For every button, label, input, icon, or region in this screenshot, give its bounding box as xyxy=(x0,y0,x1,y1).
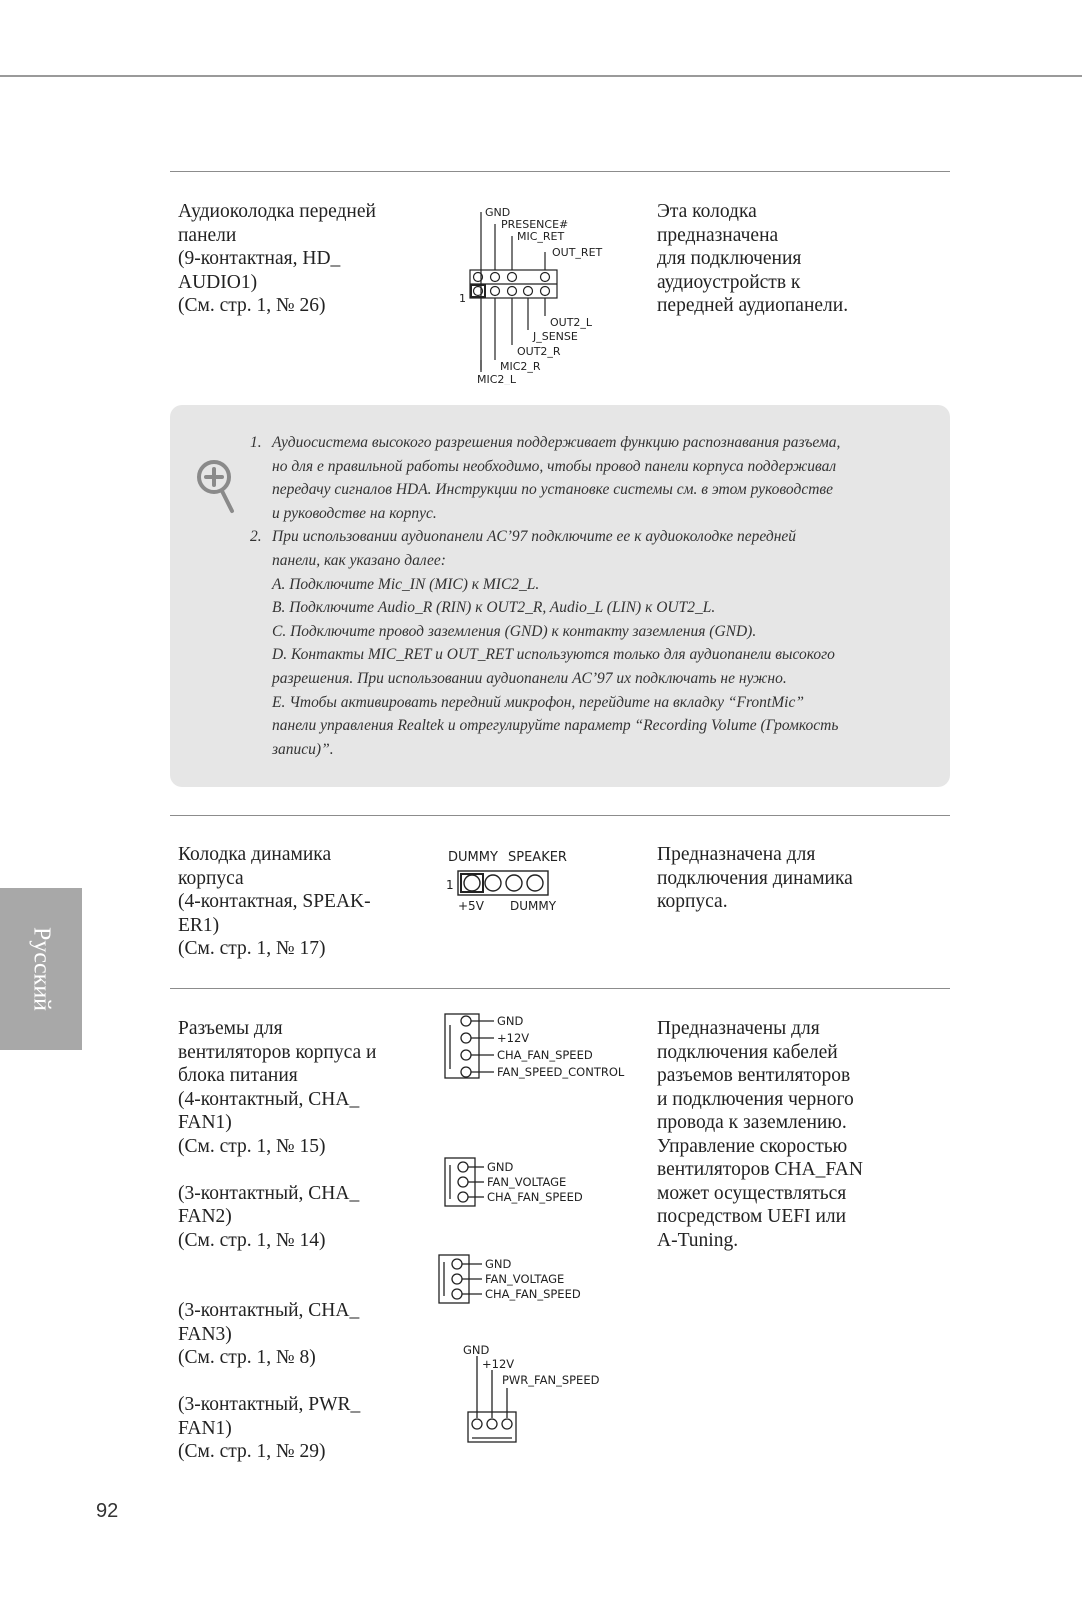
text-line: вентиляторов CHA_FAN xyxy=(657,1159,863,1180)
pin-label: +12V xyxy=(482,1357,515,1371)
pin-label: J_SENSE xyxy=(533,330,578,343)
note-line: записи)”. xyxy=(272,740,334,758)
text-line: подключения кабелей xyxy=(657,1041,838,1063)
magnifier-plus-icon xyxy=(194,457,242,519)
text-line: разъемов вентиляторов xyxy=(657,1065,851,1086)
audio-pin-diagram xyxy=(455,200,625,385)
pin-label: DUMMY xyxy=(448,850,498,865)
pin-label: MIC_RET xyxy=(517,230,565,243)
text-line: (9-контактная, HD_ xyxy=(178,248,341,269)
note-line: но для е правильной работы необходимо, чтобы провод панели корпуса поддерживал xyxy=(272,457,837,475)
section-divider xyxy=(170,988,950,989)
text-line: аудиоустройств к xyxy=(657,271,801,293)
text-line: ER1) xyxy=(178,914,220,936)
pin-label: SPEAKER xyxy=(508,850,567,865)
pin-label: GND xyxy=(463,1343,490,1357)
cha-fan3-pin-diagram xyxy=(438,1254,608,1306)
pin-label: +5V xyxy=(458,899,484,913)
audio-header-description xyxy=(657,200,917,318)
text-line: (4-контактный, CHA_ xyxy=(178,1088,360,1110)
pin-label: 1 xyxy=(459,292,466,305)
note-item xyxy=(250,431,910,525)
pin-label: FAN_SPEED_CONTROL xyxy=(497,1065,625,1079)
pin-label: FAN_VOLTAGE xyxy=(485,1272,565,1286)
pin-label: OUT_RET xyxy=(552,246,603,259)
text-line: Аудиоколодка передней xyxy=(178,201,376,222)
note-line: E. Чтобы активировать передний микрофон, перейдите на вкладку “FrontMic” xyxy=(272,693,804,711)
note-text xyxy=(250,431,910,761)
pin-label: +12V xyxy=(497,1031,530,1045)
pin-label: GND xyxy=(485,206,511,219)
section-divider xyxy=(170,815,950,816)
note-line: C. Подключите провод заземления (GND) к контакту заземления (GND). xyxy=(272,622,757,640)
pin-label: 1 xyxy=(446,878,454,892)
text-line: (3-контактный, CHA_ xyxy=(178,1182,360,1204)
cha-fan2-pin-diagram xyxy=(444,1157,604,1209)
speaker-pin-diagram xyxy=(440,847,590,917)
text-line: Колодка динамика xyxy=(178,844,332,865)
fan-headers-title xyxy=(178,1017,418,1464)
text-line: и подключения черного xyxy=(657,1088,854,1110)
pin-label: CHA_FAN_SPEED xyxy=(485,1287,581,1301)
text-line: провода к заземлению. xyxy=(657,1112,847,1133)
text-line: панели xyxy=(178,224,237,246)
text-line: (См. стр. 1, № 26) xyxy=(178,295,326,316)
text-line: FAN2) xyxy=(178,1206,232,1227)
pin-label: PRESENCE# xyxy=(501,218,569,231)
text-line: (4-контактная, SPEAK- xyxy=(178,891,371,912)
page-number: 92 xyxy=(96,1500,119,1522)
text-line: (См. стр. 1, № 15) xyxy=(178,1135,326,1157)
text-line: передней аудиопанели. xyxy=(657,295,849,316)
pin-label: CHA_FAN_SPEED xyxy=(497,1048,593,1062)
pin-label: GND xyxy=(487,1160,514,1174)
text-line: посредством UEFI или xyxy=(657,1206,847,1227)
audio-header-title xyxy=(178,200,418,318)
note-box xyxy=(170,405,950,787)
pin-label: GND xyxy=(485,1257,512,1271)
text-line: (См. стр. 1, № 14) xyxy=(178,1229,326,1251)
text-line: Предназначена для xyxy=(657,844,816,865)
text-line: корпуса xyxy=(178,867,244,889)
note-number: 2. xyxy=(250,528,262,546)
text-line: FAN3) xyxy=(178,1323,232,1345)
speaker-header-title xyxy=(178,843,418,961)
pin-label: OUT2_R xyxy=(517,345,561,358)
pin-label: CHA_FAN_SPEED xyxy=(487,1190,583,1204)
fan-headers-description xyxy=(657,1017,917,1252)
text-line: для подключения xyxy=(657,248,802,269)
text-line: вентиляторов корпуса и xyxy=(178,1041,377,1063)
note-line: разрешения. При использовании аудиопанели AC’97 их подключать не нужно. xyxy=(272,669,787,687)
text-line: (3-контактный, PWR_ xyxy=(178,1394,361,1415)
text-line: предназначена xyxy=(657,224,779,246)
pin-label: GND xyxy=(497,1014,524,1028)
text-line: FAN1) xyxy=(178,1417,232,1439)
pwr-fan1-pin-diagram xyxy=(460,1342,630,1452)
pin-label: OUT2_L xyxy=(550,316,593,329)
text-line: Предназначены для xyxy=(657,1018,820,1039)
note-line: A. Подключите Mic_IN (MIC) к MIC2_L. xyxy=(272,575,540,593)
note-line: передачу сигналов HDA. Инструкции по установке системы см. в этом руководстве xyxy=(272,481,834,499)
text-line: Разъемы для xyxy=(178,1018,283,1039)
section-divider xyxy=(170,171,950,172)
pin-label: DUMMY xyxy=(510,899,557,913)
pin-label: FAN_VOLTAGE xyxy=(487,1175,567,1189)
note-line: D. Контакты MIC_RET и OUT_RET используются только для аудиопанели высокого xyxy=(272,646,835,664)
pin-label: MIC2_L xyxy=(477,373,517,385)
text-line: A-Tuning. xyxy=(657,1229,739,1251)
note-item xyxy=(250,525,910,761)
note-line: панели управления Realtek и отрегулируйте параметр “Recording Volume (Громкость xyxy=(272,717,839,735)
text-line: (См. стр. 1, № 17) xyxy=(178,938,326,959)
text-line: Управление скоростью xyxy=(657,1135,848,1157)
text-line: (3-контактный, CHA_ xyxy=(178,1300,360,1321)
language-side-tab xyxy=(0,888,82,1050)
speaker-header-description xyxy=(657,843,917,914)
pin-label: PWR_FAN_SPEED xyxy=(502,1373,600,1387)
top-rule xyxy=(0,75,1082,77)
note-line: Аудиосистема высокого разрешения поддерживает функцию распознавания разъема, xyxy=(272,434,841,451)
note-line: B. Подключите Audio_R (RIN) к OUT2_R, Audio_L (LIN) к OUT2_L. xyxy=(272,599,716,617)
text-line: (См. стр. 1, № 29) xyxy=(178,1441,326,1462)
note-number: 1. xyxy=(250,434,262,451)
text-line: Эта колодка xyxy=(657,201,757,222)
text-line: FAN1) xyxy=(178,1112,232,1133)
side-tab-label: Русский xyxy=(28,927,55,1011)
cha-fan1-pin-diagram xyxy=(444,1013,634,1083)
note-line: При использовании аудиопанели AC’97 подключите ее к аудиоколодке передней xyxy=(272,528,797,546)
text-line: (См. стр. 1, № 8) xyxy=(178,1347,316,1368)
note-line: и руководстве на корпус. xyxy=(272,504,437,522)
text-line: корпуса. xyxy=(657,891,728,912)
text-line: подключения динамика xyxy=(657,867,853,889)
text-line: может осуществляться xyxy=(657,1182,847,1204)
note-line: панели, как указано далее: xyxy=(272,551,446,569)
text-line: AUDIO1) xyxy=(178,271,258,293)
pin-label: MIC2_R xyxy=(500,360,541,373)
text-line: блока питания xyxy=(178,1065,298,1086)
